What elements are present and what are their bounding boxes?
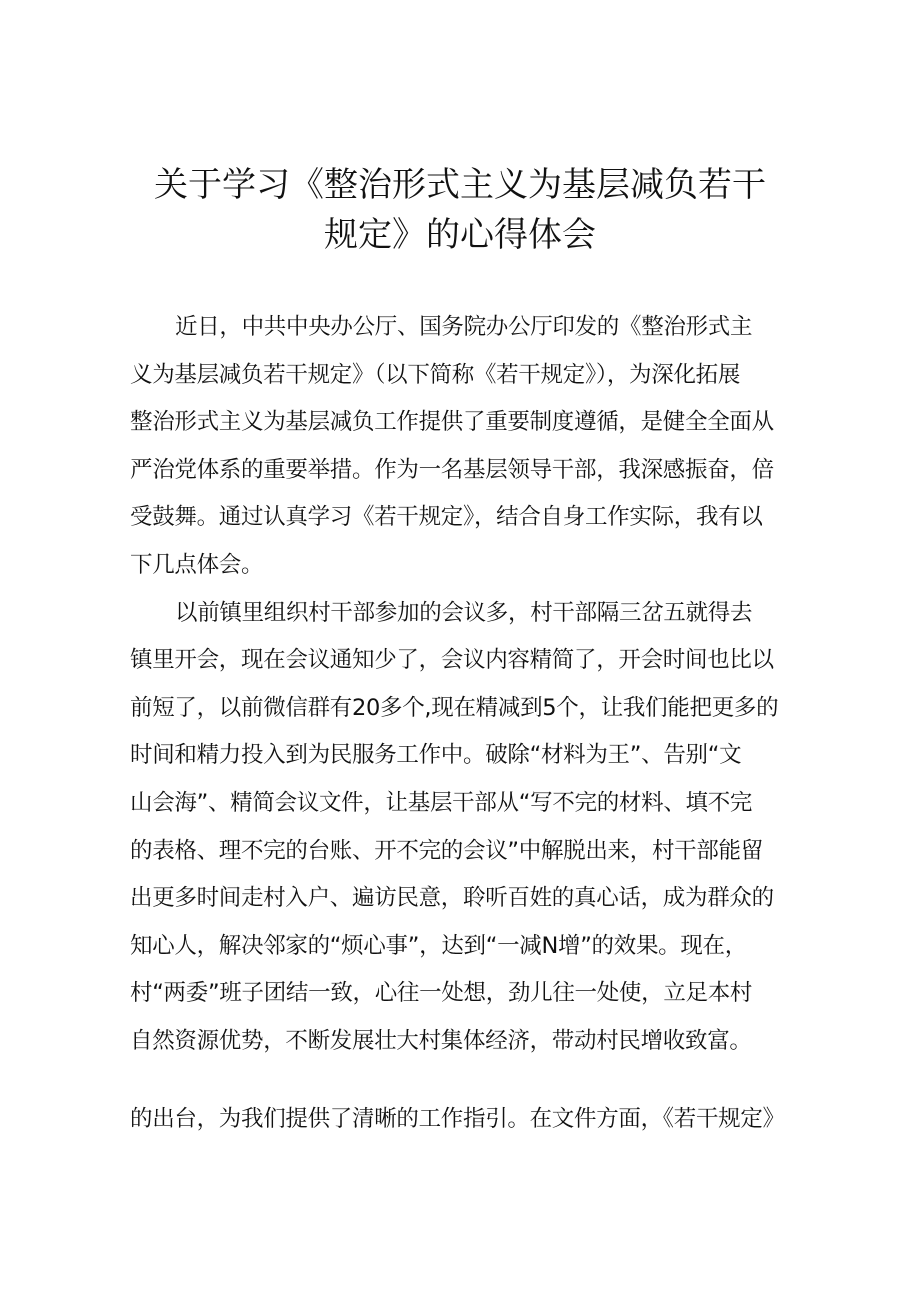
paragraph-line: 以前镇里组织村干部参加的会议多，村干部隔三岔五就得去 xyxy=(175,599,753,626)
paragraph-2 xyxy=(130,590,800,1066)
document-body xyxy=(130,304,800,1066)
paragraph-line: 时间和精力投入到为民服务工作中。破除“材料为王”、告别“文 xyxy=(130,742,742,769)
paragraph-line: 知心人，解决邻家的“烦心事”，达到“一减N增”的效果。现在， xyxy=(130,932,747,959)
title-line-1: 关于学习《整治形式主义为基层减负若干 xyxy=(154,165,766,205)
continuation-line: 的出台，为我们提供了清晰的工作指引。在文件方面，《若干规定》 xyxy=(130,1106,785,1132)
paragraph-line: 近日，中共中央办公厅、国务院办公厅印发的《整治形式主 xyxy=(175,314,753,340)
paragraph-line: 出更多时间走村入户、遍访民意，聆听百姓的真心话，成为群众的 xyxy=(130,885,774,912)
paragraph-line: 山会海”、精简会议文件，让基层干部从“写不完的材料、填不完 xyxy=(130,789,753,816)
title-line-2: 规定》的心得体会 xyxy=(324,215,596,255)
document-title xyxy=(120,160,800,260)
paragraph-line: 前短了，以前微信群有20多个,现在精减到5个，让我们能把更多的 xyxy=(130,694,779,721)
paragraph-line: 受鼓舞。通过认真学习《若干规定》，结合自身工作实际，我有以 xyxy=(130,504,763,531)
paragraph-line: 村“两委”班子团结一致，心往一处想，劲儿往一处使，立足本村 xyxy=(130,980,753,1007)
paragraph-line: 义为基层减负若干规定》（以下简称《若干规定》），为深化拓展 xyxy=(130,361,741,388)
paragraph-line: 的表格、理不完的台账、开不完的会议”中解脱出来，村干部能留 xyxy=(130,837,763,864)
paragraph-line: 镇里开会，现在会议通知少了，会议内容精简了，开会时间也比以 xyxy=(130,647,774,674)
paragraph-line: 自然资源优势，不断发展壮大村集体经济，带动村民增收致富。 xyxy=(130,1027,752,1054)
paragraph-1 xyxy=(130,304,800,590)
paragraph-line: 严治党体系的重要举措。作为一名基层领导干部，我深感振奋，倍 xyxy=(130,456,774,483)
paragraph-line: 整治形式主义为基层减负工作提供了重要制度遵循，是健全全面从 xyxy=(130,409,774,436)
paragraph-line: 下几点体会。 xyxy=(130,551,264,578)
